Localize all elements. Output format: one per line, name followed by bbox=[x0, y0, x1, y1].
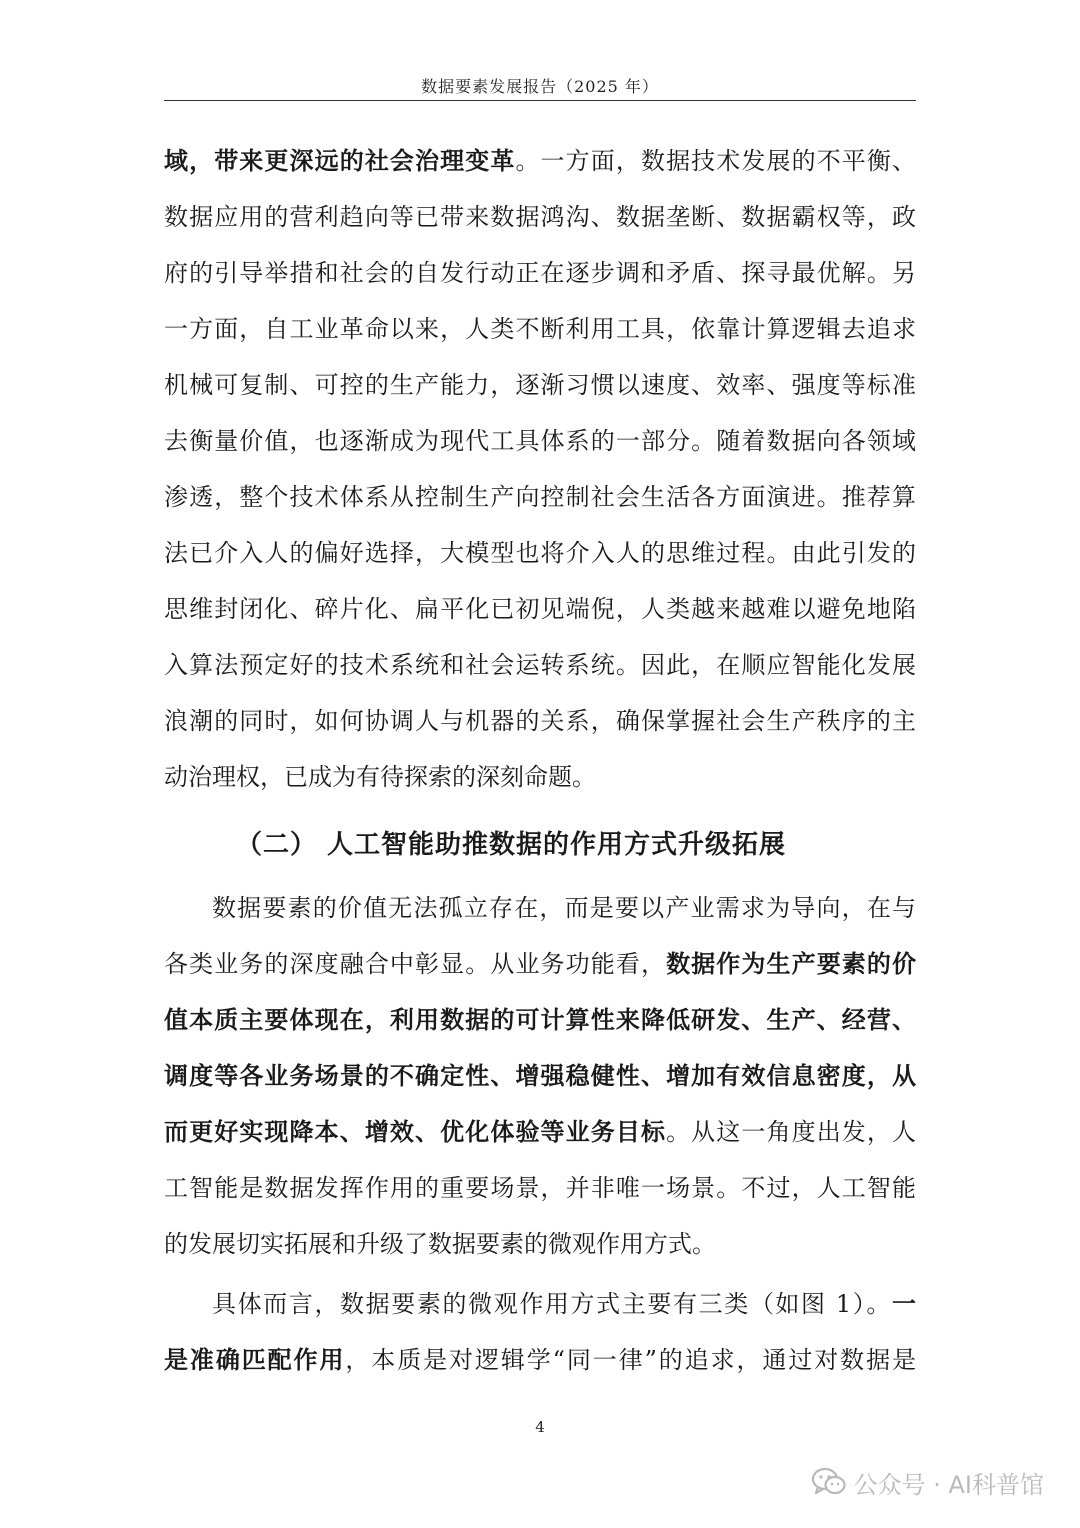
text-line: 而更好实现降本、增效、优化体验等业务目标。从这一角度出发，人 bbox=[164, 1118, 916, 1146]
paragraph-3 bbox=[164, 1276, 916, 1388]
watermark-text: 公众号 · AI科普馆 bbox=[853, 1470, 1044, 1499]
text-line: 是准确匹配作用，本质是对逻辑学“同一律”的追求，通过对数据是 bbox=[164, 1346, 916, 1374]
text-line: 浪潮的同时，如何协调人与机器的关系，确保掌握社会生产秩序的主 bbox=[164, 707, 916, 735]
page-number: 4 bbox=[535, 1418, 545, 1436]
text-line: 工智能是数据发挥作用的重要场景，并非唯一场景。不过，人工智能 bbox=[164, 1174, 916, 1202]
paragraph-2 bbox=[164, 880, 916, 1272]
text-line: 法已介入人的偏好选择，大模型也将介入人的思维过程。由此引发的 bbox=[164, 539, 916, 567]
text-line: 府的引导举措和社会的自发行动正在逐步调和矛盾、探寻最优解。另 bbox=[164, 259, 916, 287]
text-line: 值本质主要体现在，利用数据的可计算性来降低研发、生产、经营、 bbox=[164, 1006, 916, 1034]
text-line: 的发展切实拓展和升级了数据要素的微观作用方式。 bbox=[164, 1230, 716, 1258]
text-line: 调度等各业务场景的不确定性、增强稳健性、增加有效信息密度，从 bbox=[164, 1062, 916, 1090]
text-line: 思维封闭化、碎片化、扁平化已初见端倪，人类越来越难以避免地陷 bbox=[164, 595, 916, 623]
text-line: 数据要素的价值无法孤立存在，而是要以产业需求为导向，在与 bbox=[212, 894, 916, 922]
bold-text: 一 bbox=[892, 1290, 916, 1318]
bold-text: 而更好实现降本、增效、优化体验等业务目标 bbox=[164, 1118, 667, 1146]
text-line: 各类业务的深度融合中彰显。从业务功能看，数据作为生产要素的价 bbox=[164, 950, 916, 978]
text-line: 数据应用的营利趋向等已带来数据鸿沟、数据垄断、数据霸权等，政 bbox=[164, 203, 916, 231]
bold-text: 数据作为生产要素的价 bbox=[666, 950, 916, 978]
text-line: 域，带来更深远的社会治理变革。一方面，数据技术发展的不平衡、 bbox=[164, 147, 916, 175]
watermark bbox=[812, 1462, 1044, 1502]
paragraph-1 bbox=[164, 133, 916, 805]
text-line: 渗透，整个技术体系从控制生产向控制社会生活各方面演进。推荐算 bbox=[164, 483, 916, 511]
wechat-icon bbox=[812, 1467, 846, 1497]
text-line: 一方面，自工业革命以来，人类不断利用工具，依靠计算逻辑去追求 bbox=[164, 315, 916, 343]
text-line: 去衡量价值，也逐渐成为现代工具体系的一部分。随着数据向各领域 bbox=[164, 427, 916, 455]
text-line: 机械可复制、可控的生产能力，逐渐习惯以速度、效率、强度等标准 bbox=[164, 371, 916, 399]
text-line: 动治理权，已成为有待探索的深刻命题。 bbox=[164, 763, 596, 791]
section-heading: （二） 人工智能助推数据的作用方式升级拓展 bbox=[236, 830, 787, 860]
bold-text: 是准确匹配作用 bbox=[164, 1346, 346, 1374]
text-line: 入算法预定好的技术系统和社会运转系统。因此，在顺应智能化发展 bbox=[164, 651, 916, 679]
text-line: 具体而言，数据要素的微观作用方式主要有三类（如图 1）。一 bbox=[212, 1290, 916, 1318]
header-divider bbox=[164, 100, 916, 101]
bold-text: 域，带来更深远的社会治理变革 bbox=[164, 147, 516, 175]
page-header: 数据要素发展报告（2025 年） bbox=[421, 77, 659, 96]
